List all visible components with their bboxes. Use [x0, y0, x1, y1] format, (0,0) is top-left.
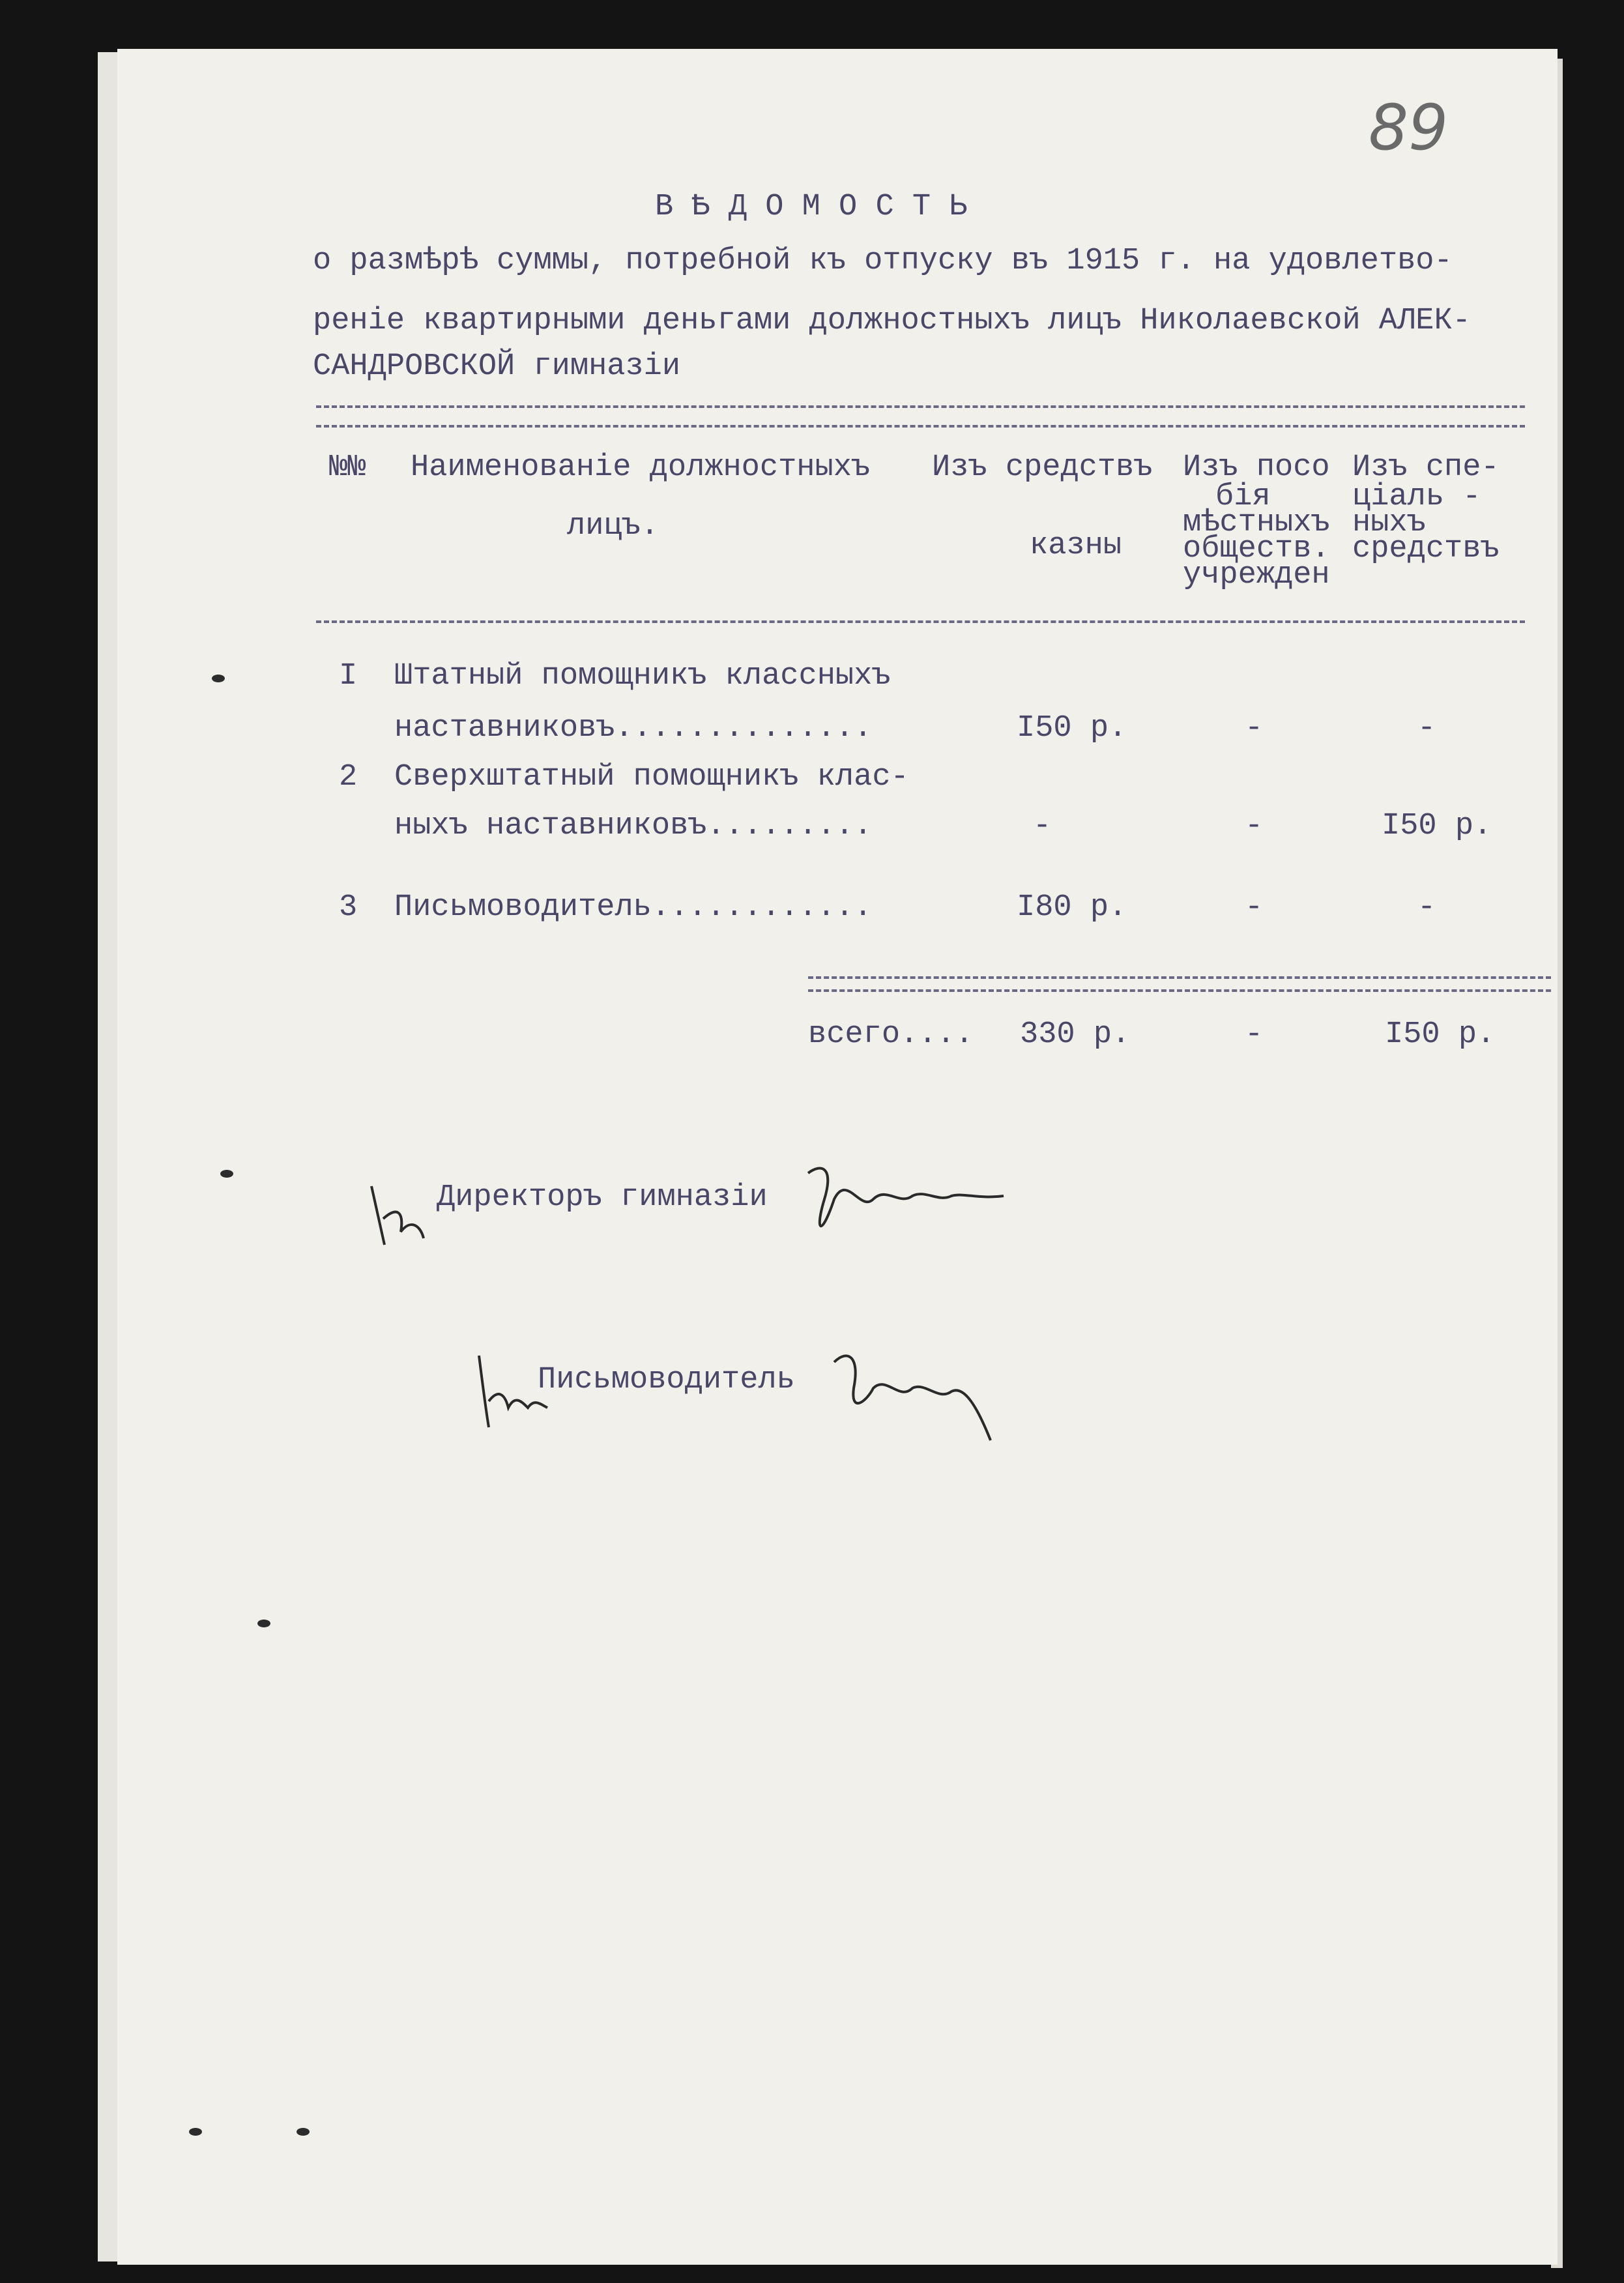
binding-hole	[189, 2128, 202, 2136]
column-number-header: №№	[329, 450, 366, 485]
divider-header-bottom	[316, 620, 1525, 623]
director-signature	[365, 1160, 1017, 1284]
binding-hole	[257, 1620, 270, 1627]
page-number: 89	[1369, 91, 1449, 164]
total-treasury: 330 р.	[1020, 1017, 1131, 1052]
column-local-header-5: учрежден	[1183, 558, 1330, 592]
column-local-header-4: обществ.	[1183, 532, 1330, 566]
director-label: Директоръ гимназіи	[437, 1180, 768, 1215]
total-local: -	[1245, 1017, 1264, 1052]
binding-hole	[212, 675, 225, 682]
table-row-3-local: -	[1245, 890, 1264, 925]
column-special-header-4: средствъ	[1352, 532, 1500, 566]
column-name-header: Наименованіе должностныхъ	[411, 450, 871, 485]
binding-hole	[220, 1170, 233, 1178]
table-row-2-special: I50 р.	[1382, 809, 1492, 843]
header-line-1: о размѣрѣ суммы, потребной къ отпуску въ 1915 г. на удовлетво-	[313, 244, 1453, 278]
column-local-header-2: бія	[1215, 480, 1271, 514]
table-row-2-treasury: -	[1033, 809, 1052, 843]
total-label: всего....	[808, 1017, 974, 1052]
table-row-3-treasury: I80 р.	[1017, 890, 1127, 925]
table-row-1-special: -	[1417, 711, 1436, 746]
divider-total-2	[808, 989, 1551, 992]
column-special-header-3: ныхъ	[1352, 506, 1426, 540]
table-row-1-local: -	[1245, 711, 1264, 746]
table-row-2-number: 2	[339, 760, 358, 794]
table-row-3-name: Письмоводитель............	[394, 890, 873, 925]
table-row-1-name: Штатный помощникъ классныхъ	[394, 659, 891, 693]
divider-top-1	[316, 405, 1525, 408]
total-special: I50 р.	[1385, 1017, 1496, 1052]
column-special-header: Изъ спе-	[1352, 450, 1500, 485]
column-treasury-header-2: казны	[1030, 529, 1122, 563]
divider-top-2	[316, 425, 1525, 428]
table-row-2-name-2: ныхъ наставниковъ.........	[394, 809, 873, 843]
column-local-header-3: мѣстныхъ	[1183, 506, 1330, 540]
table-row-3-number: 3	[339, 890, 358, 925]
table-row-1-treasury: I50 р.	[1017, 711, 1127, 746]
column-name-header-2: лицъ.	[567, 509, 660, 544]
divider-total-1	[808, 976, 1551, 979]
document-title: В Ѣ Д О М О С Т Ь	[655, 190, 968, 224]
table-row-1-number: I	[339, 659, 358, 693]
table-row-1-name-2: наставниковъ..............	[394, 711, 873, 746]
header-line-3: САНДРОВСКОЙ гимназіи	[313, 349, 681, 384]
column-local-header: Изъ посо	[1183, 450, 1330, 485]
column-treasury-header: Изъ средствъ	[932, 450, 1153, 485]
clerk-signature	[469, 1343, 1030, 1453]
table-row-3-special: -	[1417, 890, 1436, 925]
table-row-2-name: Сверхштатный помощникъ клас-	[394, 760, 909, 794]
column-special-header-2: ціаль -	[1352, 480, 1481, 514]
binding-hole	[297, 2128, 310, 2136]
table-row-2-local: -	[1245, 809, 1264, 843]
header-line-2: реніе квартирными деньгами должностныхъ лицъ Николаевской АЛЕК-	[313, 304, 1471, 338]
clerk-label: Письмоводитель	[538, 1363, 795, 1397]
